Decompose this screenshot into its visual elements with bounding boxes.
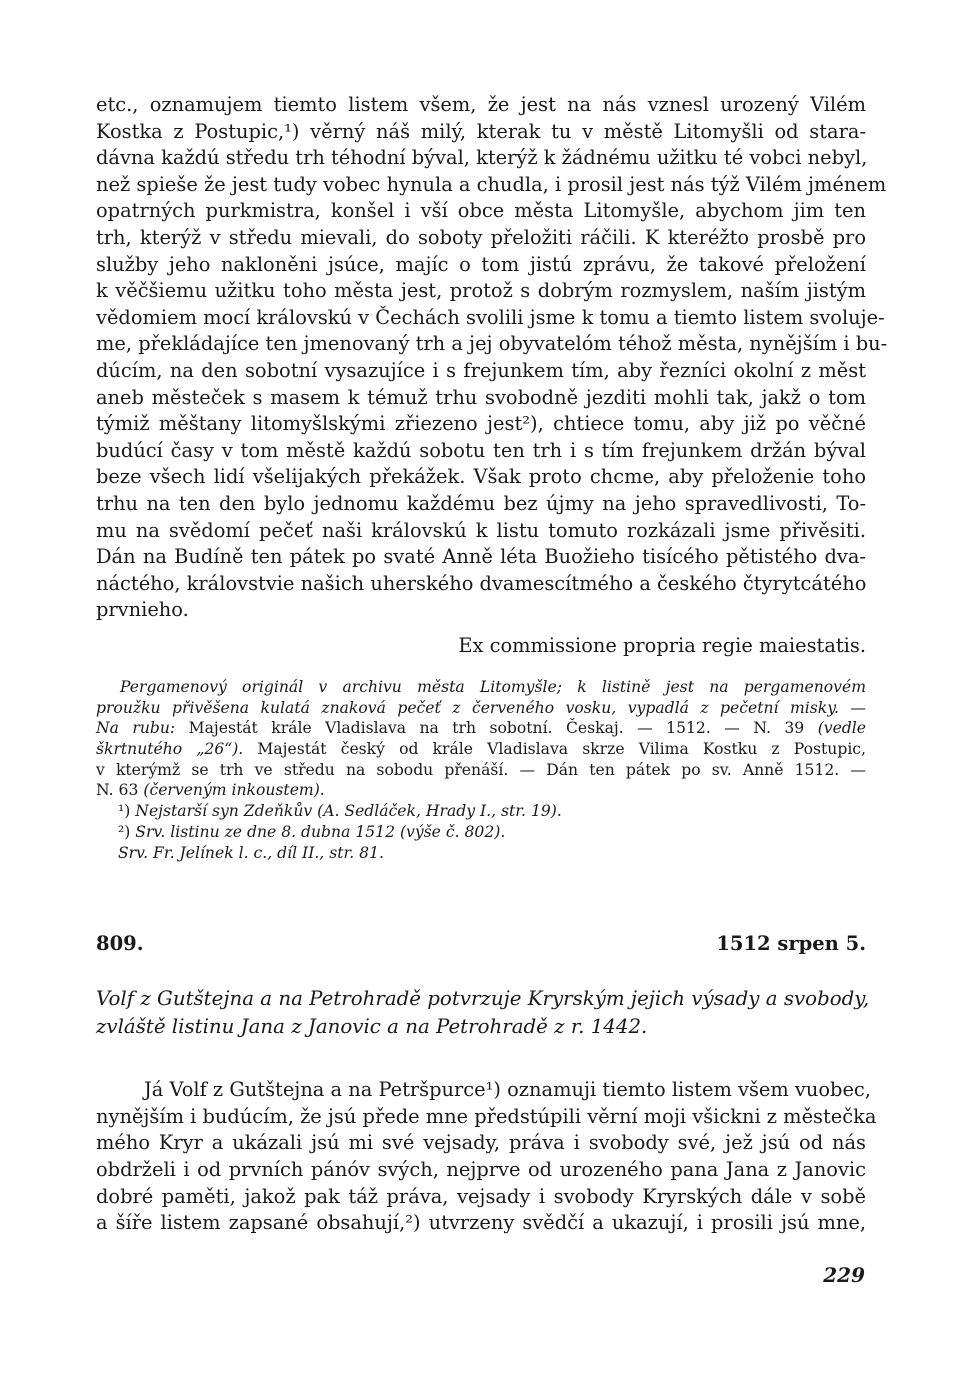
- text-line: opatrných purkmistra, konšel i vší obce města Litomyšle, abychom jim ten: [96, 199, 866, 223]
- footnote-2: [96, 822, 866, 843]
- text-line: obdrželi i od prvních pánóv svých, nejprve od urozeného pana Jana z Janovic: [96, 1157, 866, 1181]
- note-text: Majestát český od krále Vladislava skrze Vilima Kostku z Postupic,: [243, 739, 866, 758]
- regest-line: zvláště listinu Jana z Janovic a na Petrohradě z r. 1442.: [96, 1015, 648, 1039]
- regest-line: Volf z Gutštejna a na Petrohradě potvrzuje Kryrským jejich výsady a svobody,: [96, 987, 870, 1011]
- note-italic: škrtnutého „26“).: [96, 739, 244, 758]
- text-line: aneb městeček s masem k témuž trhu svobodně jezditi mohli tak, jakž o tom: [96, 385, 866, 409]
- note-line: [96, 698, 866, 719]
- footnote-1: [96, 801, 866, 822]
- text-line-content: Já Volf z Gutštejna a na Petršpurce¹) oznamuji tiemto listem všem vuobec,: [144, 1078, 871, 1102]
- text-line: [96, 1077, 871, 1104]
- text-line: náctého, královstvie našich uherského dvamescítmého a českého čtyrytcátého: [96, 571, 867, 595]
- note-italic: (vedle: [817, 719, 867, 738]
- note-line: [96, 718, 866, 739]
- entry-number: 809.: [96, 932, 144, 956]
- text-line: budúcí časy v tom městě každú sobotu ten trh i s tím frejunkem držán býval: [96, 438, 866, 462]
- charter-text-2: [96, 1077, 877, 1237]
- text-line: k věčšiemu užitku toho města jest, protož s dobrým rozmyslem, naším jistým: [96, 279, 866, 303]
- note-line: v kterýmž se trh ve středu na sobodu přenáší. — Dán ten pátek po sv. Anně 1512. —: [96, 760, 866, 779]
- text-line: trh, kterýž v středu mievali, do soboty přeložiti ráčili. K kteréžto prosbě pro: [96, 225, 866, 249]
- entry-date: 1512 srpen 5.: [716, 932, 866, 956]
- document-page: [96, 92, 888, 1237]
- text-line: dávna každú středu trh téhodní býval, kterýž k žádnému užitku té vobci nebyl,: [96, 146, 868, 170]
- text-line: služby jeho nakloněni jsúce, majíc o tom jistú zprávu, že takové přeložení: [96, 252, 866, 276]
- note-line: [96, 739, 866, 760]
- page-number: 229: [823, 1263, 865, 1287]
- text-line: Kostka z Postupic,¹) věrný náš milý, kterak tu v městě Litomyšli od stara-: [96, 119, 866, 143]
- charter-text: [96, 92, 888, 624]
- footnote-mark: ²): [118, 822, 131, 841]
- note-line: [96, 780, 866, 801]
- regest: [96, 985, 870, 1041]
- text-line: mého Kryr a ukázali jsú mi své vejsady, práva i svobody své, jež jsú od nás: [96, 1131, 866, 1155]
- footnote-mark: ¹): [118, 802, 131, 821]
- text-line: beze všech lidí všelijakých překážek. Však proto chcme, aby přeloženie toho: [96, 465, 866, 489]
- text-line: týmiž měštany litomyšlskými zřiezeno jest²), chtiece tomu, aby již po věčné: [96, 412, 866, 436]
- note-italic: Pergamenový originál v archivu města Litomyšle; k listině jest na pergamenovém: [120, 677, 866, 696]
- note-line: [96, 677, 866, 698]
- note-text: N. 63: [96, 781, 144, 800]
- text-line: dúcím, na den sobotní vysazujíce i s frejunkem tím, aby řezníci okolní z měst: [96, 358, 866, 382]
- text-indent: [96, 1078, 144, 1101]
- note-italic: (červeným inkoustem).: [143, 781, 325, 800]
- text-line: dobré paměti, jakož pak táž práva, vejsady i svobody Kryrských dále v sobě: [96, 1184, 866, 1208]
- entry-heading: [96, 932, 866, 956]
- footnote-text: Srv. Fr. Jelínek l. c., díl II., str. 81.: [118, 843, 384, 862]
- archival-notes: [96, 677, 866, 863]
- note-text: Majestát krále Vladislava na trh sobotní. Českaj. — 1512. — N. 39: [175, 719, 818, 738]
- text-line: etc., oznamujem tiemto listem všem, že jest na nás vznesl urozený Vilém: [96, 93, 866, 116]
- note-italic: proužku přivěšena kulatá znaková pečeť z červeného vosku, vypadlá z pečetní misky. —: [96, 698, 866, 717]
- subscription-note: Ex commissione propria regie maiestatis.: [458, 633, 866, 657]
- footnote-text: Srv. listinu ze dne 8. dubna 1512 (výše č. 802).: [130, 822, 506, 841]
- text-line: prvnieho.: [96, 598, 189, 622]
- footnote-text: Nejstarší syn Zdeňkův (A. Sedláček, Hrady I., str. 19).: [130, 802, 562, 821]
- footnote-3: [96, 843, 866, 864]
- text-line: mu na svědomí pečeť naši královskú k listu tomuto rozkázali jsme přivěsiti.: [96, 518, 866, 542]
- note-italic: Na rubu:: [96, 719, 176, 738]
- text-line: nynějším i budúcím, že jsú přede mne předstúpili věrní moji všickni z městečka: [96, 1104, 877, 1128]
- text-line: Dán na Budíně ten pátek po svaté Anně léta Buožieho tisícého pětistého dva-: [96, 545, 866, 569]
- text-line: vědomiem mocí královskú v Čechách svolili jsme k tomu a tiemto listem svoluje-: [96, 305, 885, 329]
- text-line: me, překládajíce ten jmenovaný trh a jej obyvatelóm téhož města, nynějším i bu-: [96, 332, 888, 356]
- text-line: než spieše že jest tudy vobec hynula a chudla, i prosil jest nás týž Vilém jménem: [96, 172, 887, 196]
- text-line: a šíře listem zapsané obsahují,²) utvrzeny svědčí a ukazují, i prosili jsú mne,: [96, 1211, 866, 1235]
- text-line: trhu na ten den bylo jednomu každému bez újmy na jeho spravedlivosti, To-: [96, 491, 866, 515]
